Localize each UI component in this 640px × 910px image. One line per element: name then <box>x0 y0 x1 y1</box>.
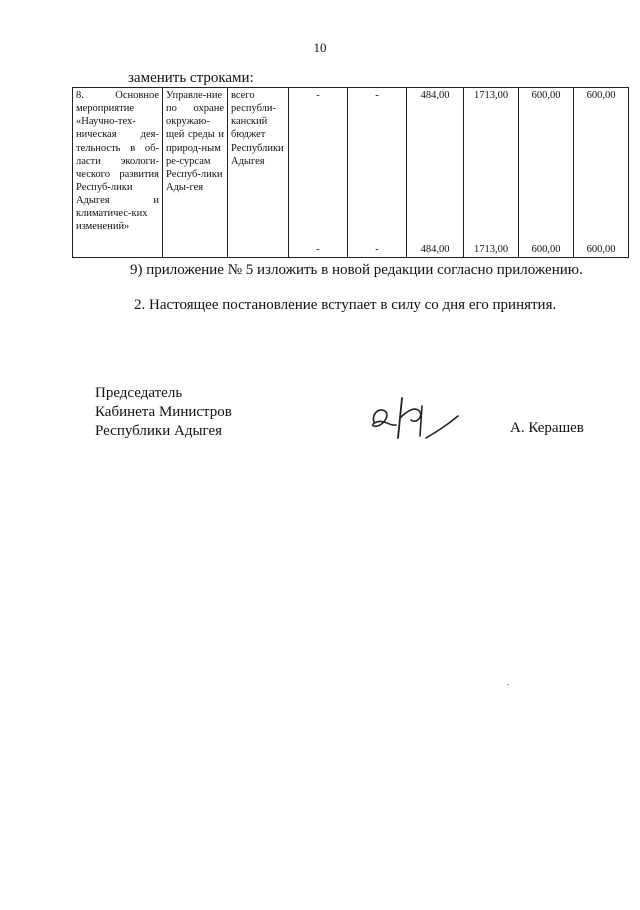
budget-value-6: 600,00 <box>574 103 629 258</box>
total-value-3: 484,00 <box>407 88 464 104</box>
signer-name: А. Керашев <box>510 420 584 436</box>
intro-text: заменить строками: <box>128 70 254 86</box>
program-table <box>72 87 629 258</box>
executor-cell: Управле-ние по охране окружаю-щей среды и природ-ным ре-сурсам Респуб-лики Ады-гея <box>163 88 228 258</box>
total-value-6: 600,00 <box>574 88 629 104</box>
paragraph-2: 2. Настоящее постановление вступает в силу со дня его принятия. <box>134 297 557 313</box>
paragraph-9: 9) приложение № 5 изложить в новой редакции согласно приложению. <box>130 262 583 278</box>
budget-value-4: 1713,00 <box>464 103 519 258</box>
source-total-label: всего <box>231 90 255 101</box>
signer-title-line: Кабинета Министров <box>95 404 232 420</box>
handwritten-signature <box>366 392 462 448</box>
budget-value-1: - <box>289 103 348 258</box>
budget-value-5: 600,00 <box>519 103 574 258</box>
signer-title <box>95 384 232 441</box>
total-value-5: 600,00 <box>519 88 574 104</box>
signer-title-line: Республики Адыгея <box>95 423 223 439</box>
table-row <box>73 88 629 104</box>
total-value-2: - <box>348 88 407 104</box>
activity-name-cell: 8. Основное мероприятие «Научно-тех-ническая дея-тельность в об-ласти экологи-ческого развития Респуб-лики Адыгея и климатичес-ких изменений» <box>73 88 163 258</box>
budget-value-2: - <box>348 103 407 258</box>
total-value-4: 1713,00 <box>464 88 519 104</box>
page-number: 10 <box>313 40 327 55</box>
source-budget-label: республи-канский бюджет Республики Адыгея <box>231 103 284 167</box>
total-value-1: - <box>289 88 348 104</box>
signer-title-line: Председатель <box>95 385 183 401</box>
scan-speck <box>507 684 509 685</box>
funding-source-cell <box>228 88 289 258</box>
budget-value-3: 484,00 <box>407 103 464 258</box>
